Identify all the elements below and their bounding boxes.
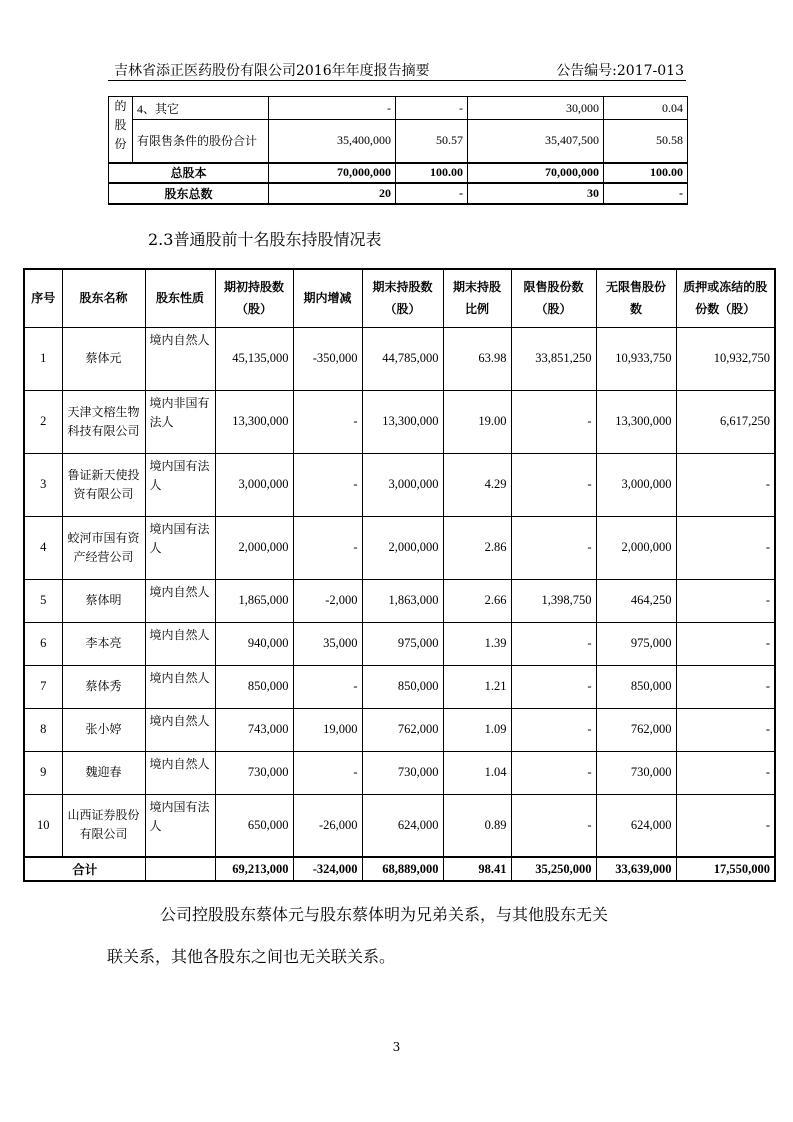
row-number: 2 <box>24 390 62 453</box>
cell-begin: 743,000 <box>215 708 293 751</box>
cell-end: 2,000,000 <box>362 516 443 579</box>
cell-restricted: - <box>511 390 596 453</box>
cell: - <box>396 183 468 204</box>
share-structure-table <box>108 96 688 205</box>
row-number: 6 <box>24 622 62 665</box>
shareholder-name: 魏迎春 <box>62 751 145 794</box>
cell: 0.04 <box>604 97 688 120</box>
row-number: 10 <box>24 794 62 857</box>
cell-pledged: - <box>676 453 775 516</box>
cell-change: - <box>293 516 362 579</box>
cell: 35,250,000 <box>511 857 596 881</box>
cell: 20 <box>269 183 396 204</box>
cell: - <box>396 97 468 120</box>
header-title: 吉林省添正医药股份有限公司2016年年度报告摘要 <box>114 63 430 79</box>
section-title: 2.3普通股前十名股东持股情况表 <box>148 230 382 249</box>
shareholder-type: 境内国有法人 <box>145 516 215 579</box>
announcement-number: 公告编号:2017-013 <box>556 63 684 79</box>
cell-restricted: - <box>511 708 596 751</box>
header-no: 序号 <box>24 269 62 327</box>
cell-end: 44,785,000 <box>362 327 443 390</box>
table-row <box>24 622 775 665</box>
table-row <box>24 516 775 579</box>
cell-change: - <box>293 665 362 708</box>
row-label: 总股本 <box>109 163 269 183</box>
cell-end: 762,000 <box>362 708 443 751</box>
shareholder-name: 李本亮 <box>62 622 145 665</box>
relationship-paragraph-line2: 联关系，其他各股东之间也无关联关系。 <box>107 947 396 966</box>
cell-begin: 13,300,000 <box>215 390 293 453</box>
header-begin: 期初持股数（股） <box>215 269 293 327</box>
shareholder-type: 境内非国有法人 <box>145 390 215 453</box>
row-label: 股东总数 <box>109 183 269 204</box>
cell-pct: 1.39 <box>443 622 511 665</box>
cell-pledged: - <box>676 794 775 857</box>
cell-unrestricted: 730,000 <box>596 751 676 794</box>
cell-end: 3,000,000 <box>362 453 443 516</box>
cell-pledged: 10,932,750 <box>676 327 775 390</box>
cell-begin: 730,000 <box>215 751 293 794</box>
table-header-row <box>24 269 775 327</box>
cell-change: -350,000 <box>293 327 362 390</box>
cell-pct: 1.21 <box>443 665 511 708</box>
shareholder-name: 蔡体元 <box>62 327 145 390</box>
cell-begin: 3,000,000 <box>215 453 293 516</box>
cell-restricted: - <box>511 665 596 708</box>
cell-pct: 1.04 <box>443 751 511 794</box>
cell-unrestricted: 3,000,000 <box>596 453 676 516</box>
shareholder-name: 张小婷 <box>62 708 145 751</box>
header-name: 股东名称 <box>62 269 145 327</box>
cell-begin: 850,000 <box>215 665 293 708</box>
cell-unrestricted: 2,000,000 <box>596 516 676 579</box>
cell-unrestricted: 13,300,000 <box>596 390 676 453</box>
cell-begin: 45,135,000 <box>215 327 293 390</box>
cell-change: - <box>293 751 362 794</box>
table-row <box>24 665 775 708</box>
header-type: 股东性质 <box>145 269 215 327</box>
cell-pledged: - <box>676 622 775 665</box>
cell-change: -26,000 <box>293 794 362 857</box>
shareholder-type: 境内国有法人 <box>145 453 215 516</box>
cell: 98.41 <box>443 857 511 881</box>
cell: 17,550,000 <box>676 857 775 881</box>
row-number: 8 <box>24 708 62 751</box>
cell-pledged: - <box>676 579 775 622</box>
cell-end: 1,863,000 <box>362 579 443 622</box>
table-row-total-capital <box>109 163 688 183</box>
row-number: 9 <box>24 751 62 794</box>
cell-change: - <box>293 453 362 516</box>
cell <box>145 857 215 881</box>
shareholder-name: 蔡体秀 <box>62 665 145 708</box>
row-number: 3 <box>24 453 62 516</box>
table-row-shareholders <box>109 183 688 204</box>
cell-pct: 19.00 <box>443 390 511 453</box>
page-header <box>108 58 686 81</box>
cell: -324,000 <box>293 857 362 881</box>
cell-pledged: - <box>676 516 775 579</box>
cell-restricted: - <box>511 794 596 857</box>
row-number: 4 <box>24 516 62 579</box>
cell-begin: 1,865,000 <box>215 579 293 622</box>
cell-end: 13,300,000 <box>362 390 443 453</box>
cell-unrestricted: 762,000 <box>596 708 676 751</box>
cell-unrestricted: 624,000 <box>596 794 676 857</box>
cell-pledged: - <box>676 665 775 708</box>
cell: - <box>269 97 396 120</box>
row-label: 有限售条件的股份合计 <box>133 120 269 163</box>
shareholder-type: 境内自然人 <box>145 751 215 794</box>
cell: - <box>604 183 688 204</box>
table-row <box>24 453 775 516</box>
cell: 100.00 <box>604 163 688 183</box>
shareholder-name: 山西证券股份有限公司 <box>62 794 145 857</box>
shareholder-type: 境内自然人 <box>145 708 215 751</box>
cell-restricted: - <box>511 516 596 579</box>
cell-change: 35,000 <box>293 622 362 665</box>
cell: 30 <box>468 183 604 204</box>
shareholder-type: 境内自然人 <box>145 665 215 708</box>
cell-pct: 4.29 <box>443 453 511 516</box>
cell-begin: 2,000,000 <box>215 516 293 579</box>
top-ten-shareholders-table <box>23 268 776 882</box>
cell-change: 19,000 <box>293 708 362 751</box>
shareholder-type: 境内自然人 <box>145 622 215 665</box>
cell: 69,213,000 <box>215 857 293 881</box>
shareholder-type: 境内自然人 <box>145 579 215 622</box>
shareholder-type: 境内自然人 <box>145 327 215 390</box>
table-row <box>109 120 688 163</box>
row-label: 4、其它 <box>133 97 269 120</box>
cell-pledged: 6,617,250 <box>676 390 775 453</box>
cell: 70,000,000 <box>468 163 604 183</box>
row-number: 5 <box>24 579 62 622</box>
row-number: 7 <box>24 665 62 708</box>
shareholder-name: 蔡体明 <box>62 579 145 622</box>
cell-pct: 1.09 <box>443 708 511 751</box>
cell-pct: 0.89 <box>443 794 511 857</box>
cell-restricted: - <box>511 453 596 516</box>
cell-end: 850,000 <box>362 665 443 708</box>
cell-begin: 650,000 <box>215 794 293 857</box>
cell-end: 730,000 <box>362 751 443 794</box>
cell-end: 975,000 <box>362 622 443 665</box>
header-end: 期末持股数（股） <box>362 269 443 327</box>
total-label: 合计 <box>24 857 145 881</box>
cell-pct: 2.66 <box>443 579 511 622</box>
table-row <box>24 579 775 622</box>
header-unrestricted: 无限售股份数 <box>596 269 676 327</box>
side-label: 的股份 <box>109 97 133 163</box>
cell-restricted: 1,398,750 <box>511 579 596 622</box>
table-row <box>24 327 775 390</box>
header-change: 期内增减 <box>293 269 362 327</box>
cell-change: - <box>293 390 362 453</box>
cell: 35,400,000 <box>269 120 396 163</box>
cell-restricted: - <box>511 622 596 665</box>
shareholder-type: 境内国有法人 <box>145 794 215 857</box>
cell-restricted: - <box>511 751 596 794</box>
cell: 50.58 <box>604 120 688 163</box>
cell-pct: 2.86 <box>443 516 511 579</box>
cell: 35,407,500 <box>468 120 604 163</box>
table-total-row <box>24 857 775 881</box>
cell-pledged: - <box>676 751 775 794</box>
table-row <box>24 708 775 751</box>
header-pct: 期末持股比例 <box>443 269 511 327</box>
page-number: 3 <box>392 1040 401 1054</box>
cell-unrestricted: 975,000 <box>596 622 676 665</box>
cell: 50.57 <box>396 120 468 163</box>
cell: 30,000 <box>468 97 604 120</box>
shareholder-name: 天津文榕生物科技有限公司 <box>62 390 145 453</box>
table-row <box>24 390 775 453</box>
cell-pledged: - <box>676 708 775 751</box>
table-row <box>24 794 775 857</box>
cell-unrestricted: 850,000 <box>596 665 676 708</box>
table-row <box>24 751 775 794</box>
cell-begin: 940,000 <box>215 622 293 665</box>
cell: 68,889,000 <box>362 857 443 881</box>
row-number: 1 <box>24 327 62 390</box>
cell-end: 624,000 <box>362 794 443 857</box>
cell: 70,000,000 <box>269 163 396 183</box>
relationship-paragraph-line1: 公司控股股东蔡体元与股东蔡体明为兄弟关系，与其他股东无关 <box>160 905 609 924</box>
cell-change: -2,000 <box>293 579 362 622</box>
cell-restricted: 33,851,250 <box>511 327 596 390</box>
cell-unrestricted: 464,250 <box>596 579 676 622</box>
shareholder-name: 蛟河市国有资产经营公司 <box>62 516 145 579</box>
cell: 100.00 <box>396 163 468 183</box>
cell-unrestricted: 10,933,750 <box>596 327 676 390</box>
cell-pct: 63.98 <box>443 327 511 390</box>
header-restricted: 限售股份数（股） <box>511 269 596 327</box>
cell: 33,639,000 <box>596 857 676 881</box>
table-row <box>109 97 688 120</box>
shareholder-name: 鲁证新天使投资有限公司 <box>62 453 145 516</box>
header-pledged: 质押或冻结的股份数（股） <box>676 269 775 327</box>
